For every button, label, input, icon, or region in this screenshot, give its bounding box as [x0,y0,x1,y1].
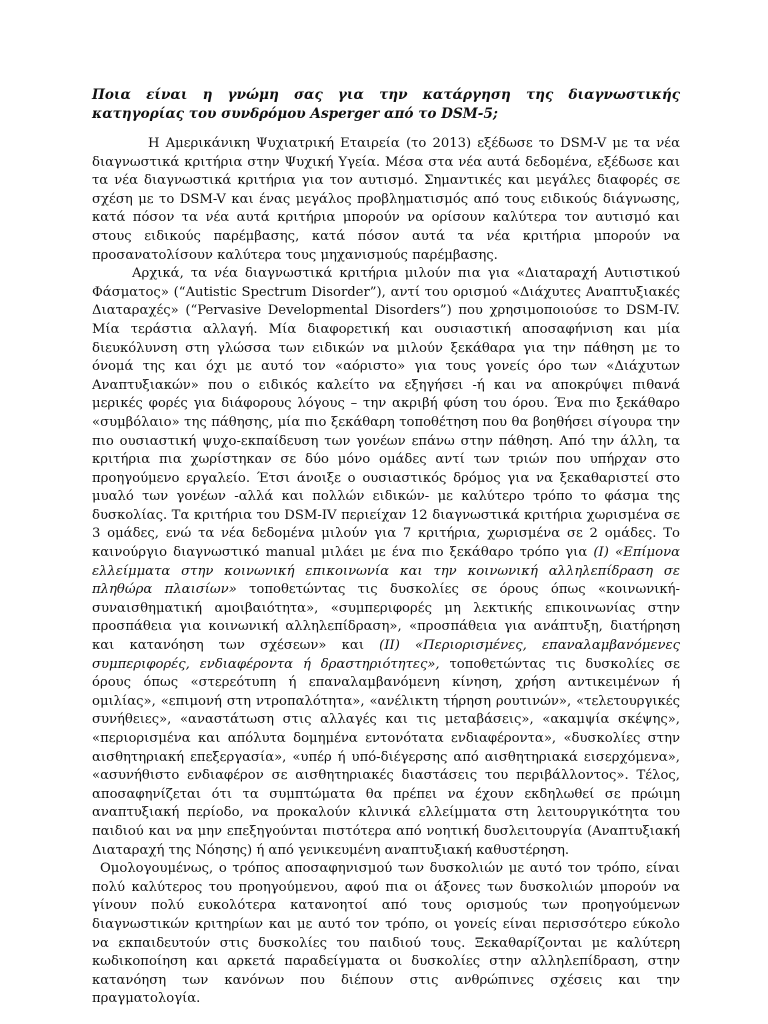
paragraph-conclusion: Ομολογουμένως, ο τρόπος αποσαφηνισμού των δυσκολιών με αυτό τον τρόπο, είναι πολύ καλύτερος του προηγούμενου, αφού πια οι άξονες των δυσκολιών μπορούν να γίνουν πολύ ευκολότερα κατανοητοί από τους ορισμούς των προηγούμενων διαγνωστικών κριτηρίων και με αυτό τον τρόπο, οι γονείς είναι περισσότερο εύκολο να εκπαιδευτούν στις δυσκολίες του παιδιού τους. Ξεκαθαρίζονται με καλύτερη κωδικοποίηση και αρκετά παραδείγματα οι δυσκολίες στην αλληλεπίδραση, στην κατανόηση των κανόνων που διέπουν στις ανθρώπινες σχέσεις και την πραγματολογία. [92,861,680,1007]
paragraph-intro: Η Αμερικάνικη Ψυχιατρική Εταιρεία (το 2013) εξέδωσε το DSM-V με τα νέα διαγνωστικά κριτήρια στην Ψυχική Υγεία. Μέσα στα νέα αυτά δεδομένα, εξέδωσε και τα νέα διαγνωστικά κριτήρια για τον αυτισμό. Σημαντικές και μεγάλες διαφορές σε σχέση με το DSM-V και ένας μεγάλος προβληματισμός από τους ειδικούς διάγνωσης, κατά πόσον τα νέα αυτά κριτήρια μπορούν να ορίσουν καλύτερα τον αυτισμό και στους ειδικούς παρέμβασης, κατά πόσον αυτά τα νέα κριτήρια μπορούν να προσανατολίσουν καλύτερα τους μηχανισμούς παρέμβασης. [92,136,680,263]
paragraph-criteria-text-a: Αρχικά, τα νέα διαγνωστικά κριτήρια μιλούν πια για «Διαταραχή Αυτιστικού Φάσματος» (“Autistic Spectrum Disorder”), αντί του ορισμού «Διάχυτες Αναπτυξιακές Διαταραχές» (“Pervasive Developmental Disorders”) που χρησιμοποιούσε το DSM-IV. Μία τεράστια αλλαγή. Μία διαφορετική και ουσιαστική αποσαφήνιση και μία διευκόλυνση στη γλώσσα των ειδικών να μιλούν ξεκάθαρα για την πάθηση με το όνομά της και όχι με αυτό τον «αόριστο» για τους γονείς όρο των «Διάχυτων Αναπτυξιακών» που ο ειδικός καλείτο να εξηγήσει -ή και να αποκρύψει πιθανά μερικές φορές για διάφορους λόγους – την ακριβή φύση του όρου. Ένα πιο ξεκάθαρο «συμβόλαιο» της πάθησης, μία πιο ξεκάθαρη τοποθέτηση που θα βοηθήσει σίγουρα την πιο ουσιαστική ψυχο-εκπαίδευση των γονέων επάνω στην πάθηση. Από την άλλη, τα κριτήρια πια χωρίστηκαν σε δύο μόνο ομάδες αντί των τριών που υπήρχαν στο προηγούμενο εργαλείο. Έτσι άνοιξε ο ουσιαστικός δρόμος για να ξεκαθαριστεί στο μυαλό των γονέων -αλλά και πολλών ειδικών- με καλύτερο τρόπο το φάσμα της δυσκολίας. Τα κριτήρια του DSM-IV περιείχαν 12 διαγνωστικά κριτήρια χωρισμένα σε 3 ομάδες, ενώ τα νέα δεδομένα μιλούν για 7 κριτήρια, χωρισμένα σε 2 ομάδες. Το καινούργιο διαγνωστικό manual μιλάει με ένα πιο ξεκάθαρο τρόπο για [92,266,680,561]
criterion-one-italic: (I) «Επίμονα ελλείμματα στην κοινωνική επικοινωνία και την κοινωνική αλληλεπίδραση σε πληθώρα πλαισίων» [92,545,680,598]
criterion-two-italic: (II) «Περιορισμένες, επαναλαμβανόμενες συμπεριφορές, ενδιαφέροντα ή δραστηριότητες», [92,638,680,672]
paragraph-criteria [92,265,680,860]
paragraph-criteria-text-c: τοποθετώντας τις δυσκολίες σε όρους όπως «κοινωνική- συναισθηματική αμοιβαιότητα», «συμπεριφορές μη λεκτικής επικοινωνίας στην προσπάθεια για κοινωνική αλληλεπίδραση», «προσπάθεια για ανάπτυξη, διατήρηση και κατανόηση των σχέσεων» και [92,582,680,654]
paragraph-criteria-text-e: τοποθετώντας τις δυσκολίες σε όρους όπως «στερεότυπη ή επαναλαμβανόμενη κίνηση, χρήση αντικειμένων ή ομιλίας», «επιμονή στη ντροπαλότητα», «ανέλικτη τήρηση ρουτινών», «τελετουργικές συνήθειες», «αναστάτωση στις αλλαγές και τις μεταβάσεις», «ακαμψία σκέψης», «περιορισμένα και απόλυτα δομημένα εντονότατα ενδιαφέροντα», «δυσκολίες στην αισθητηριακή επεξεργασία», «υπέρ ή υπό-διέγερσης από αισθητηριακά εισερχόμενα», «ασυνήθιστο ενδιαφέρον σε αισθητηριακές διαστάσεις του περιβάλλοντος». Τέλος, αποσαφηνίζεται ότι τα συμπτώματα θα πρέπει να έχουν εκδηλωθεί σε πρώιμη αναπτυξιακή περίοδο, να προκαλούν κλινικά ελλείμματα στη λειτουργικότητα του παιδιού και να μην επεξηγούνται πιστότερα από νοητική δυσλειτουργία (Αναπτυξιακή Διαταραχή της Νόησης) ή από γενικευμένη αναπτυξιακή καθυστέρηση. [92,656,680,858]
document-title: Ποια είναι η γνώμη σας για την κατάργηση της διαγνωστικής κατηγορίας του συνδρόμου Asperger από το DSM-5; [92,87,680,122]
